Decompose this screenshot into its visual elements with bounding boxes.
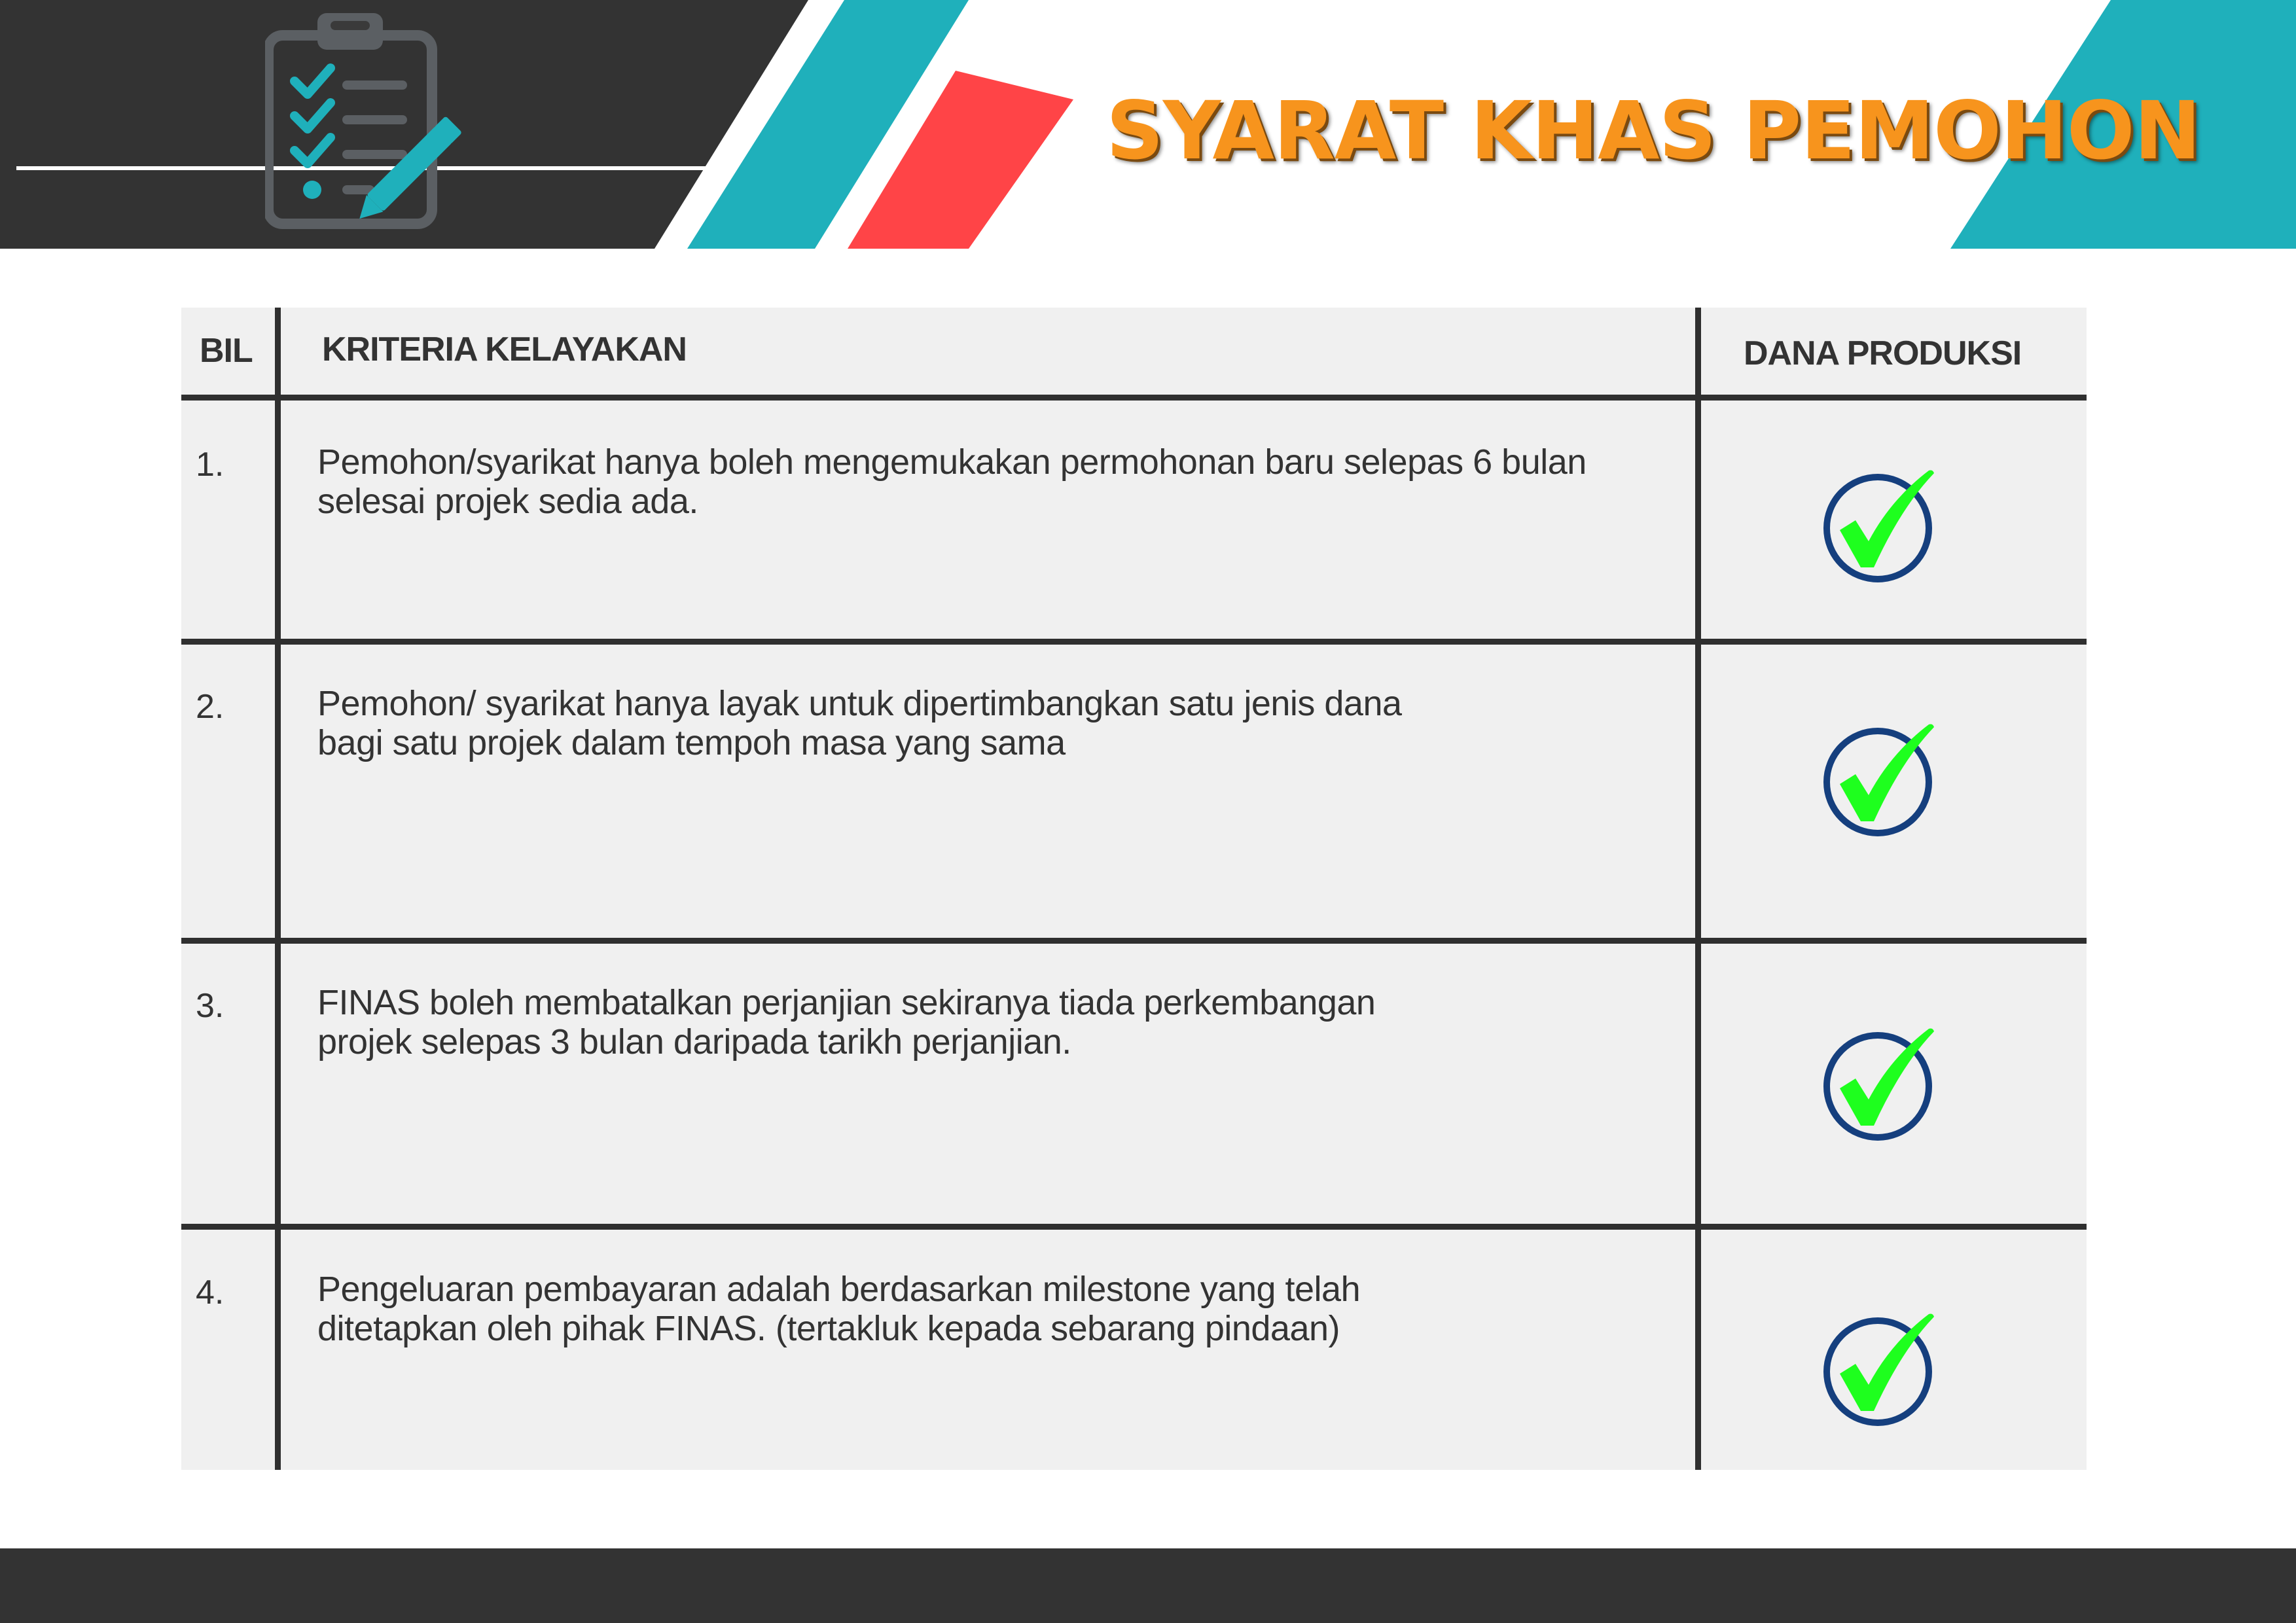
check-circle-icon <box>1818 1305 1948 1436</box>
criteria-table <box>181 308 2087 1470</box>
row-divider <box>181 395 2087 401</box>
column-divider-bil <box>275 308 281 1470</box>
clipboard-checklist-pencil-icon <box>265 8 475 230</box>
header-dana-produksi: DANA PRODUKSI <box>1744 334 2022 372</box>
row-2-kriteria: Pemohon/ syarikat hanya layak untuk dipertimbangkan satu jenis dana bagi satu projek dalam tempoh masa yang sama <box>317 684 1402 762</box>
row-1-kriteria: Pemohon/syarikat hanya boleh mengemukakan permohonan baru selepas 6 bulan selesai projek sedia ada. <box>317 442 1587 521</box>
check-circle-icon <box>1818 1020 1948 1150</box>
row-3-bil: 3. <box>196 987 224 1025</box>
header-bil: BIL <box>200 332 253 370</box>
row-3-kriteria: FINAS boleh membatalkan perjanjian sekiranya tiada perkembangan projek selepas 3 bulan daripada tarikh perjanjian. <box>317 983 1376 1061</box>
footer-bar <box>0 1548 2296 1623</box>
check-circle-icon <box>1818 461 1948 592</box>
row-4-bil: 4. <box>196 1274 224 1311</box>
row-4-kriteria: Pengeluaran pembayaran adalah berdasarkan milestone yang telah ditetapkan oleh pihak FINAS. (tertakluk kepada sebarang pindaan) <box>317 1270 1361 1348</box>
row-divider <box>181 1224 2087 1230</box>
check-circle-icon <box>1818 715 1948 846</box>
page-title: SYARAT KHAS PEMOHON <box>1106 84 2200 177</box>
row-2-bil: 2. <box>196 688 224 726</box>
row-divider <box>181 938 2087 944</box>
row-divider <box>181 639 2087 645</box>
row-1-bil: 1. <box>196 446 224 484</box>
header-kriteria-kelayakan: KRITERIA KELAYAKAN <box>322 330 687 368</box>
